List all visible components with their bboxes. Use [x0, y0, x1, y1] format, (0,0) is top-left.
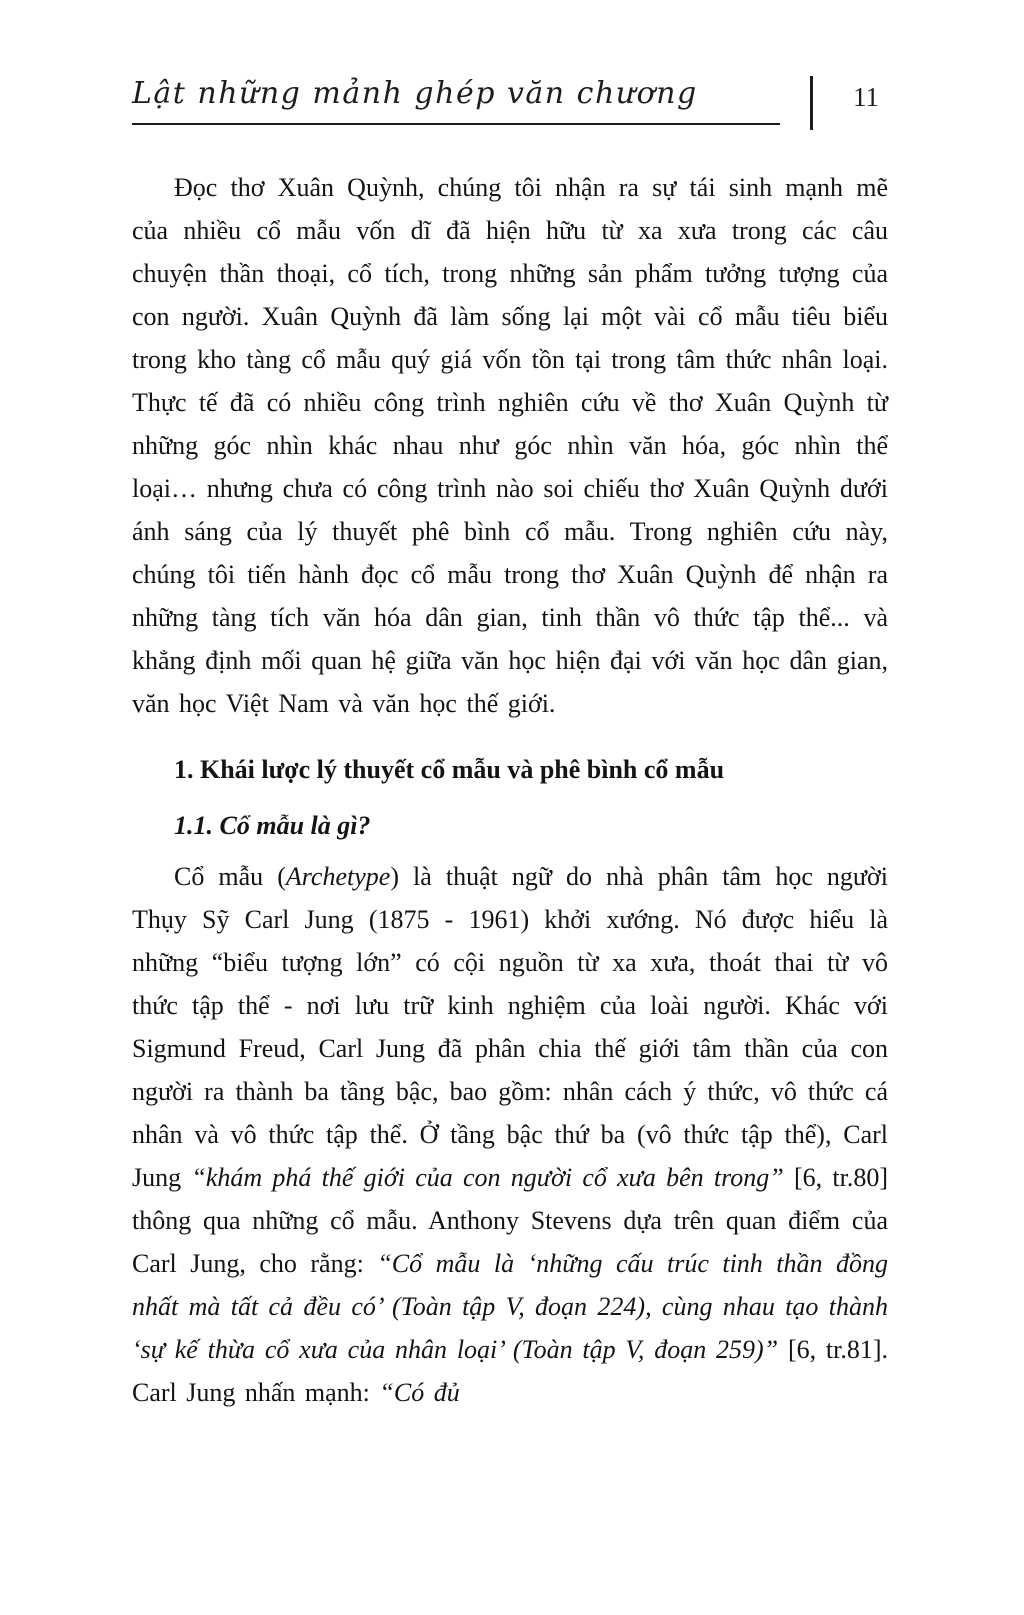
text-run: 1.1.: [174, 811, 213, 840]
text-run: [6, tr.80] thông qua những cổ mẫu. Anthony Stevens dựa trên quan điểm của Carl Jung, cho rằng:: [132, 1163, 888, 1278]
section-heading: [132, 749, 888, 791]
body-paragraph: [132, 855, 888, 1414]
running-head-container: [132, 76, 780, 125]
page-body: [132, 166, 888, 1414]
text-run: Đọc thơ Xuân Quỳnh, chúng tôi nhận ra sự tái sinh mạnh mẽ của nhiều cổ mẫu vốn dĩ đã hiện hữu từ xa xưa trong các câu chuyện thần thoại, cổ tích, trong những sản phẩm tưởng tượng của con người. Xuân Quỳnh đã làm sống lại một vài cổ mẫu tiêu biểu trong kho tàng cổ mẫu quý giá vốn tồn tại trong tâm thức nhân loại. Thực tế đã có nhiều công trình nghiên cứu về thơ Xuân Quỳnh từ những góc nhìn khác nhau như góc nhìn văn hóa, góc nhìn thể loại… nhưng chưa có công trình nào soi chiếu thơ Xuân Quỳnh dưới ánh sáng của lý thuyết phê bình cổ mẫu. Trong nghiên cứu này, chúng tôi tiến hành đọc cổ mẫu trong thơ Xuân Quỳnh để nhận ra những tàng tích văn hóa dân gian, tinh thần vô thức tập thể... và khẳng định mối quan hệ giữa văn học hiện đại với văn học dân gian, văn học Việt Nam và văn học thế giới.: [132, 173, 888, 718]
subsection-heading: [132, 805, 888, 847]
header-vertical-rule: [810, 76, 813, 130]
text-run: [6, tr.81]. Carl Jung nhấn mạnh:: [132, 1335, 888, 1407]
text-run: “Cổ mẫu là ‘những cấu trúc tinh thần đồng nhất mà tất cả đều có’ (Toàn tập V, đoạn 224), cùng nhau tạo thành ‘sự kế thừa cổ xưa của nhân loại’ (Toàn tập V, đoạn 259)”: [132, 1249, 889, 1364]
page-number: 11: [853, 82, 879, 112]
intro-paragraph: [132, 166, 888, 725]
text-run: 1. Khái lược lý thuyết cổ mẫu và phê bình cổ mẫu: [174, 755, 725, 784]
running-head-title: Lật những mảnh ghép văn chương: [132, 76, 698, 111]
text-run: ) là thuật ngữ do nhà phân tâm học người Thụy Sỹ Carl Jung (1875 - 1961) khởi xướng. Nó được hiểu là những “biểu tượng lớn” có cội nguồn từ xa xưa, thoát thai từ vô thức tập thể - nơi lưu trữ kinh nghiệm của loài người. Khác với Sigmund Freud, Carl Jung đã phân chia thế giới tâm thần của con người ra thành ba tầng bậc, bao gồm: nhân cách ý thức, vô thức cá nhân và vô thức tập thể. Ở tầng bậc thứ ba (vô thức tập thể), Carl Jung: [132, 862, 888, 1192]
text-run: “khám phá thế giới của con người cổ xưa bên trong”: [191, 1163, 784, 1192]
text-run: Cổ mẫu (: [174, 862, 286, 891]
text-run: Archetype: [285, 862, 391, 891]
page-header: [132, 76, 928, 130]
text-run: Cổ mẫu là gì?: [213, 811, 371, 840]
text-run: “Có đủ: [379, 1378, 460, 1407]
